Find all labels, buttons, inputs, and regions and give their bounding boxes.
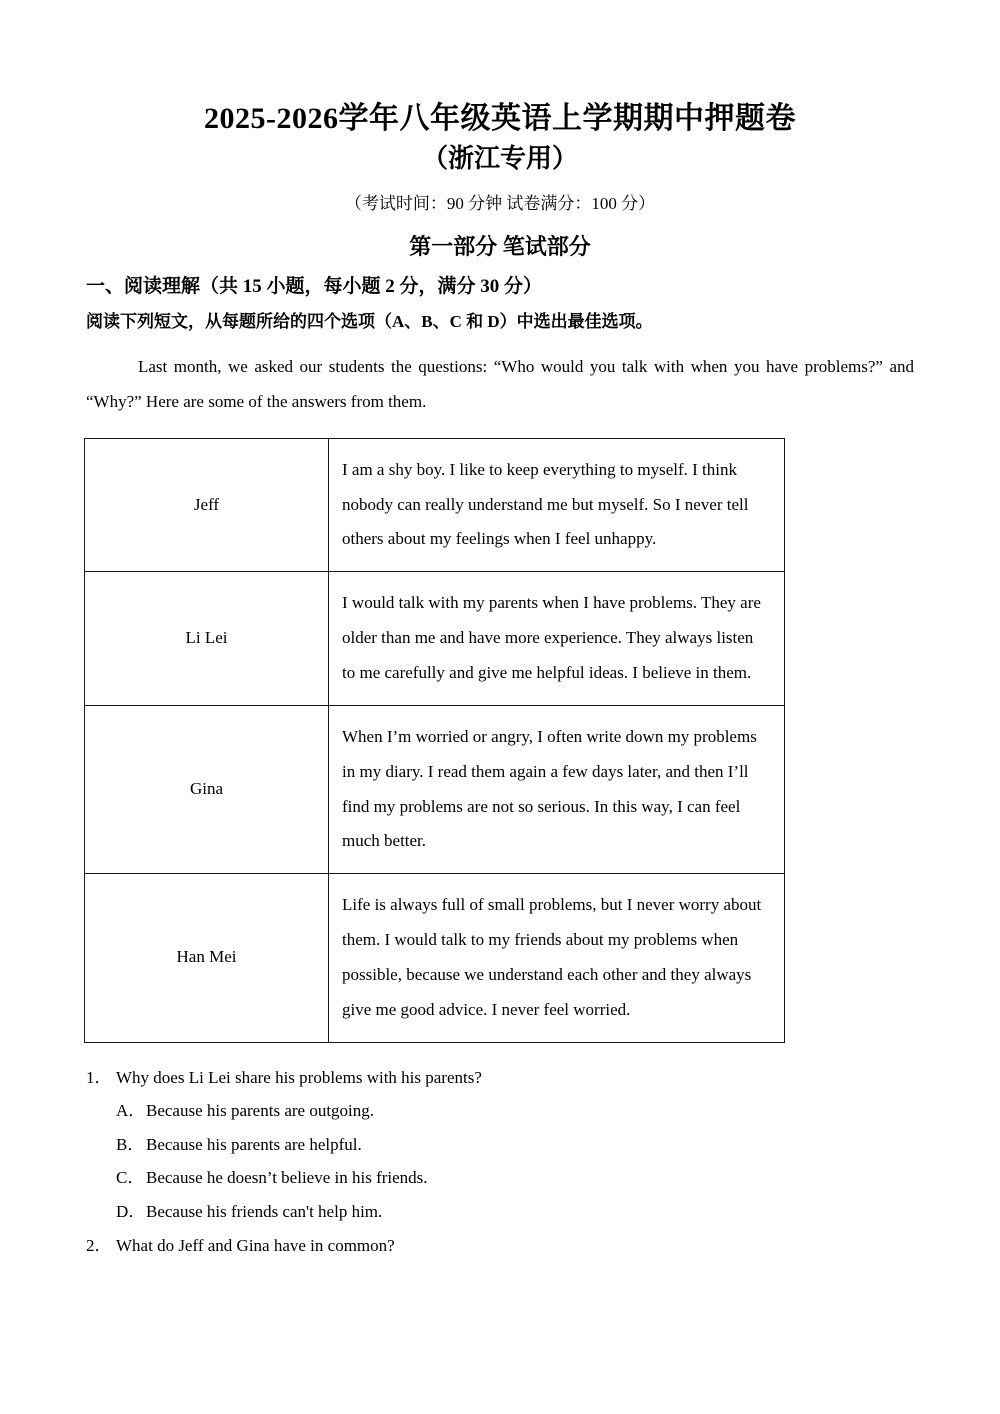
part-heading: 第一部分 笔试部分: [409, 233, 591, 259]
table-row: [85, 438, 785, 572]
option-label: A．: [116, 1101, 146, 1121]
option-label: C．: [116, 1168, 145, 1188]
section-heading-reading: 一、阅读理解（共 15 小题，每小题 2 分，满分 30 分）: [86, 275, 543, 297]
table-body: [85, 438, 785, 1042]
student-answer-cell: I would talk with my parents when I have problems. They are older than me and have more experience. They always listen to me carefully and give me helpful ideas. I believe in them.: [329, 572, 785, 706]
option-text: Because his parents are helpful.: [146, 1134, 362, 1154]
question-1-option-d[interactable]: [86, 1191, 914, 1225]
student-name-cell: Gina: [85, 705, 329, 873]
answers-table-container: [0, 420, 1000, 1043]
option-text: Because his parents are outgoing.: [146, 1101, 375, 1121]
table-row: [85, 874, 785, 1042]
option-label: B．: [116, 1134, 145, 1154]
question-1-option-b[interactable]: [86, 1124, 914, 1158]
student-name-cell: Han Mei: [85, 874, 329, 1042]
student-name-cell: Li Lei: [85, 572, 329, 706]
student-answer-cell: Life is always full of small problems, but I never worry about them. I would talk to my friends about my problems when possible, because we understand each other and they always give me good advice. I never feel worried.: [329, 874, 785, 1042]
question-1-option-c[interactable]: [86, 1157, 914, 1191]
passage-intro: [0, 334, 1000, 420]
option-label: D．: [116, 1202, 146, 1222]
section-instruction: 阅读下列短文，从每题所给的四个选项（A、B、C 和 D）中选出最佳选项。: [86, 312, 653, 332]
student-answers-table: [84, 438, 785, 1043]
student-name-cell: Jeff: [85, 438, 329, 572]
question-text: What do Jeff and Gina have in common?: [116, 1235, 395, 1255]
passage-intro-text: Last month, we asked our students the questions: “Who would you talk with when you have problems?” and “Why?” Here are some of the answers from them.: [86, 357, 914, 411]
question-number: 1．: [86, 1067, 112, 1087]
option-text: Because his friends can't help him.: [146, 1202, 383, 1222]
question-1-option-a[interactable]: [86, 1090, 914, 1124]
question-number: 2．: [86, 1235, 112, 1255]
student-answer-cell: When I’m worried or angry, I often write down my problems in my diary. I read them again a few days later, and then I’ll find my problems are not so serious. In this way, I can feel much better.: [329, 705, 785, 873]
exam-info-line: （考试时间：90 分钟 试卷满分：100 分）: [344, 194, 656, 214]
page-title: 2025-2026学年八年级英语上学期期中押题卷: [204, 102, 796, 135]
question-2: [86, 1225, 914, 1259]
questions-container: [0, 1043, 1000, 1259]
question-text: Why does Li Lei share his problems with his parents?: [116, 1067, 482, 1087]
question-1: [86, 1057, 914, 1091]
table-row: [85, 572, 785, 706]
student-answer-cell: I am a shy boy. I like to keep everything to myself. I think nobody can really understand me but myself. So I never tell others about my feelings when I feel unhappy.: [329, 438, 785, 572]
option-text: Because he doesn’t believe in his friends.: [146, 1168, 428, 1188]
table-row: [85, 705, 785, 873]
page-subtitle: （浙江专用）: [421, 144, 578, 174]
